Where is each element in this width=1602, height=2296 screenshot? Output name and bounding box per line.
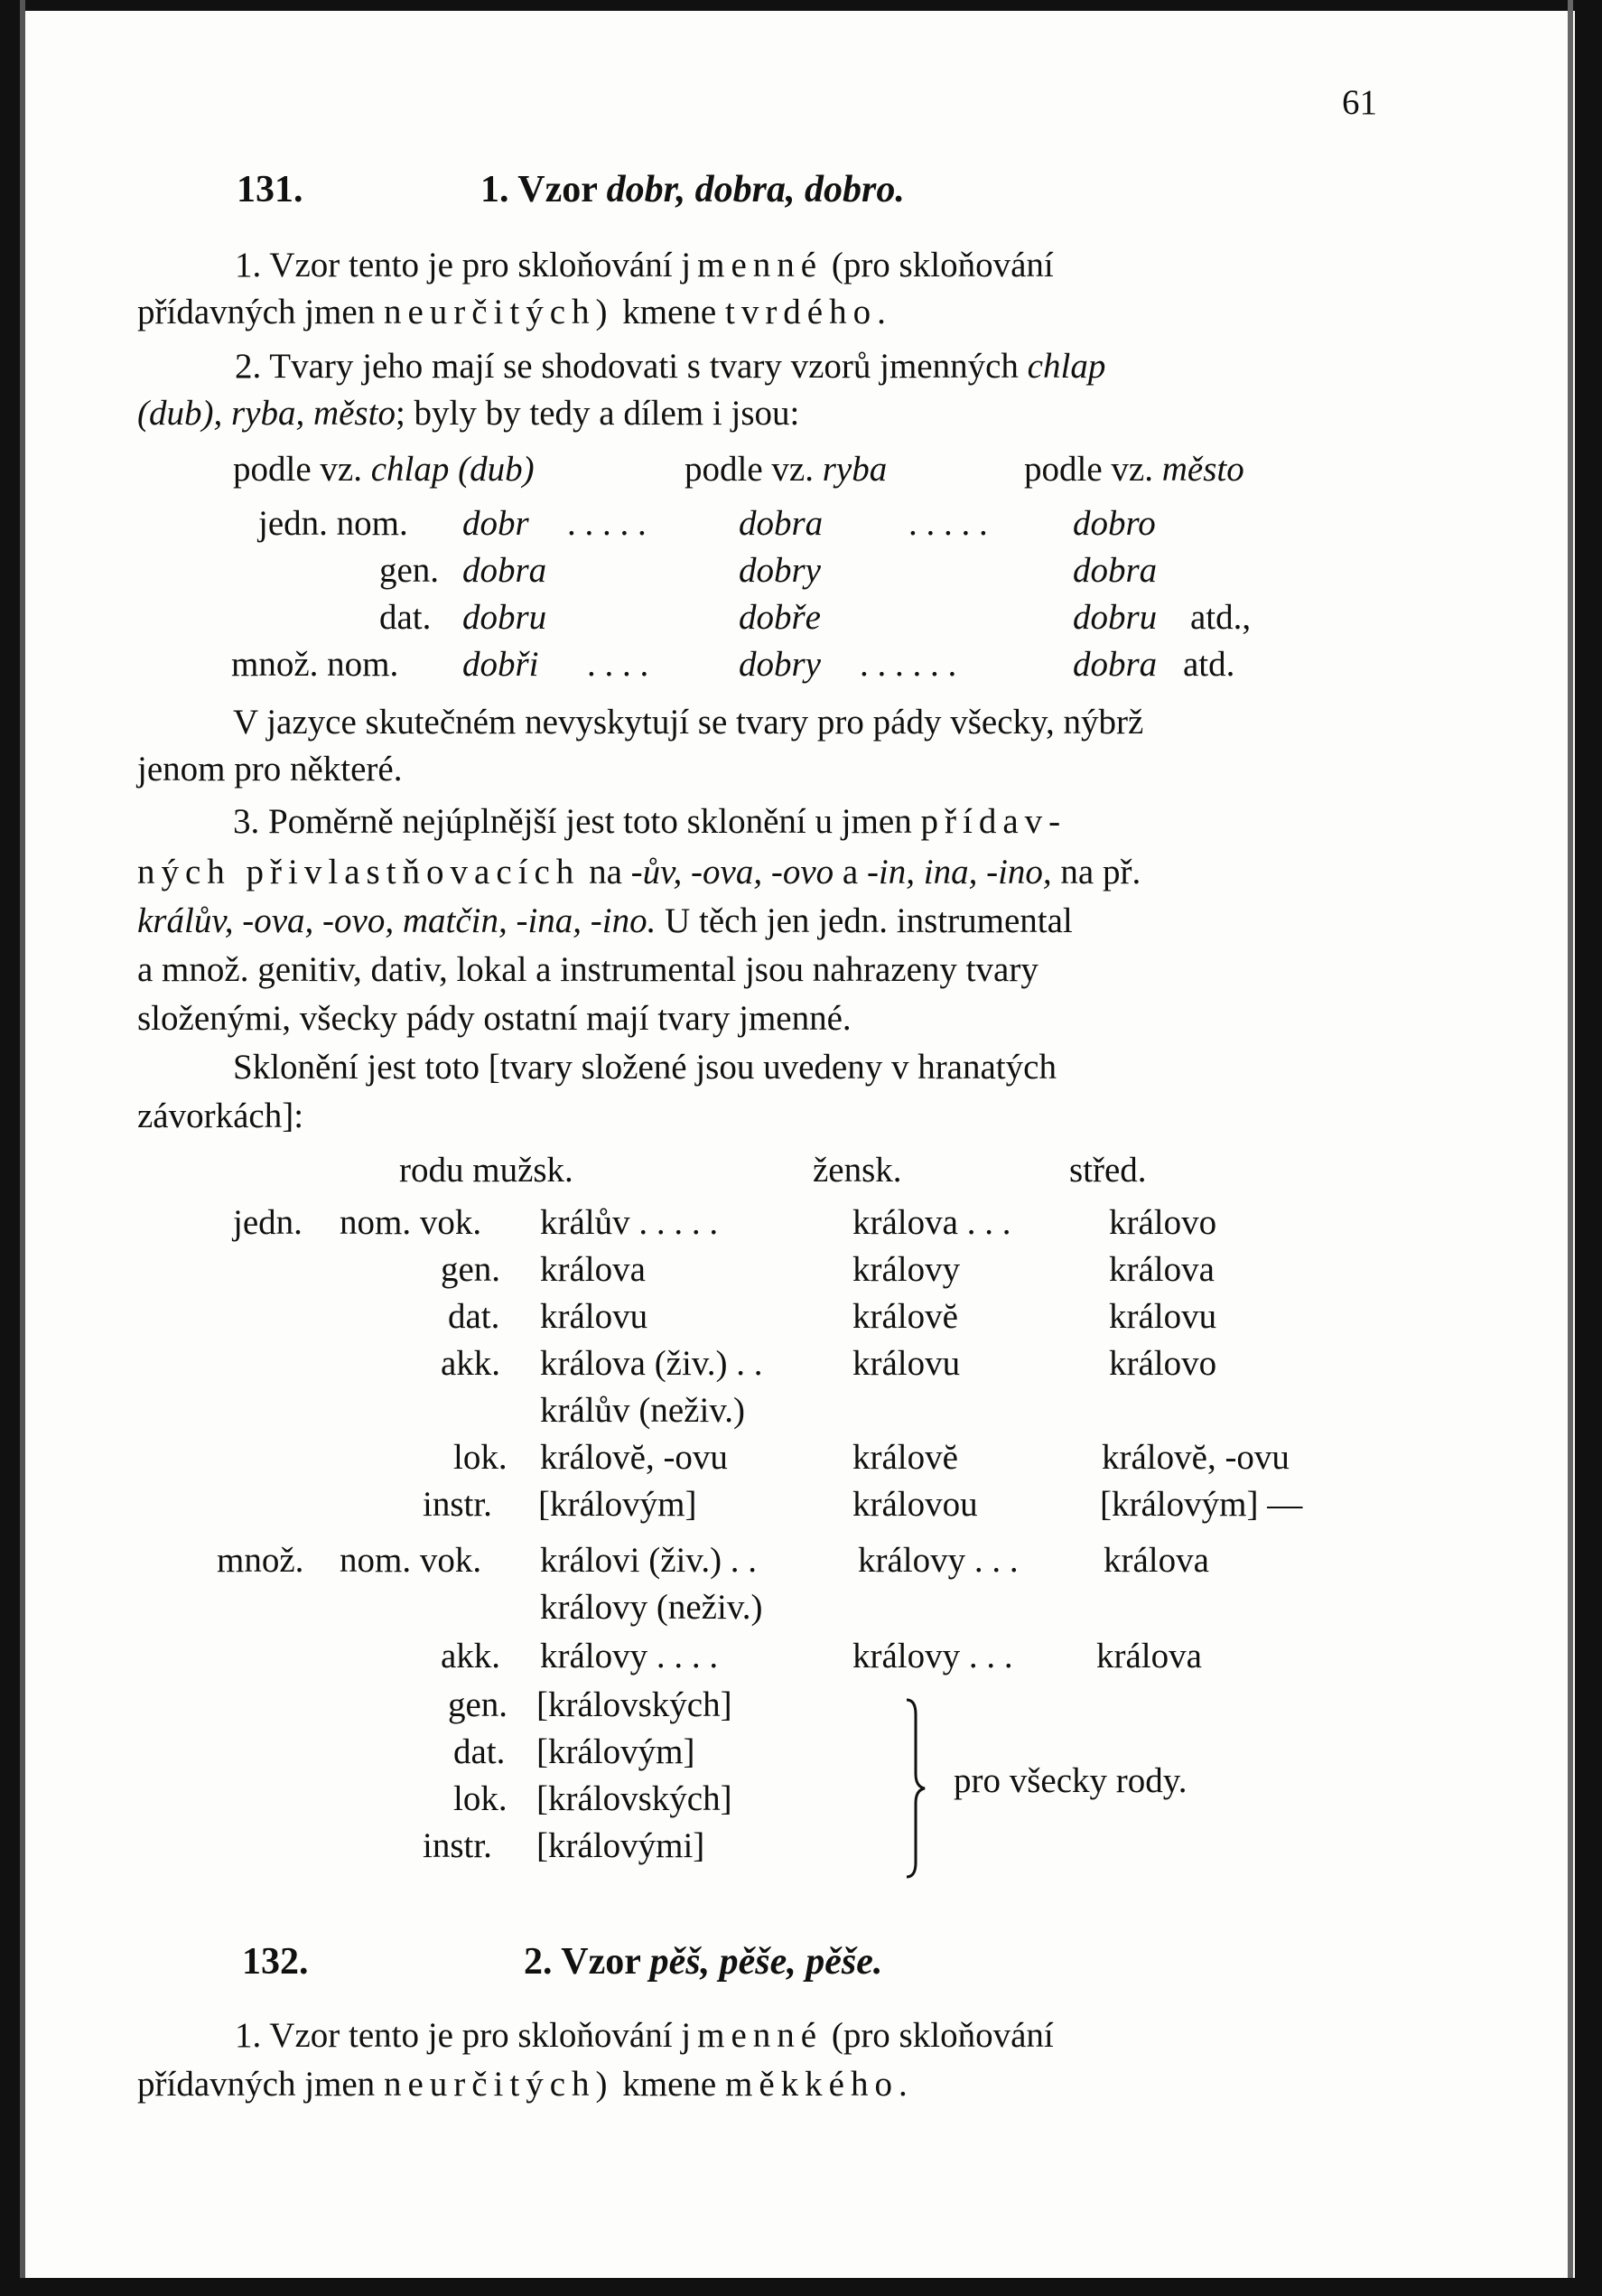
decl-case: gen. [448, 1685, 508, 1724]
decl-case: instr. [423, 1485, 492, 1524]
italic-words: -in, ina, -ino, [866, 853, 1052, 891]
decl-neut: králova [1109, 1250, 1215, 1289]
spaced-term: jmenné [681, 246, 824, 285]
s131-p5-line2: závorkách]: [137, 1097, 304, 1135]
decl-fem: královou [852, 1485, 978, 1524]
s131-p3-line1: V jazyce skutečném nevyskytují se tvary pro pády všecky, nýbrž [233, 703, 1144, 742]
decl-masc: [královských] [536, 1685, 732, 1724]
decl-masc: [královým] [538, 1485, 697, 1524]
scan-border-left-shadow [20, 0, 25, 2296]
decl-fem: královy [852, 1250, 961, 1289]
s131-p4-line5: složenými, všecky pády ostatní mají tvary jmenné. [137, 999, 852, 1038]
gender-head-neut: střed. [1069, 1151, 1147, 1190]
decl-neut: králova [1104, 1541, 1209, 1580]
spaced-term: neurčitých) [383, 2065, 614, 2104]
decl-masc: královu [540, 1297, 648, 1336]
decl-masc: králova [540, 1250, 646, 1289]
paradigm-cell: dobro [1073, 504, 1156, 543]
paradigm-cell: dobr [462, 504, 529, 543]
s132-p1-line2 [137, 2063, 914, 2106]
paradigm-cell: dobra [1073, 645, 1158, 684]
decl-masc: královy . . . . [540, 1637, 719, 1675]
spaced-term: jmenné [681, 2016, 824, 2055]
paradigm-dots: . . . . . [567, 504, 647, 543]
italic-words: králův, -ova, -ovo, matčin, -ina, -ino. [137, 901, 657, 940]
page-number: 61 [1342, 83, 1377, 122]
paradigm-cell: dobry [739, 645, 821, 684]
decl-neut: královo [1109, 1344, 1217, 1383]
text-run: přídavných jmen [137, 2065, 376, 2104]
text-run: přídavných jmen [137, 293, 376, 331]
section-132-title-prefix: 2. Vzor [524, 1941, 641, 1983]
paradigm-cell: dobře [739, 598, 821, 637]
italic-word: chlap [1027, 347, 1106, 386]
s132-p1-line1 [235, 2014, 1054, 2058]
spaced-term: měkkého. [724, 2065, 914, 2104]
decl-case: dat. [448, 1297, 500, 1336]
decl-case: lok. [453, 1779, 508, 1818]
decl-case: instr. [423, 1826, 492, 1865]
decl-neut: královĕ, -ovu [1102, 1438, 1290, 1477]
text-run: kmene [622, 293, 717, 331]
paradigm-cell: dobři [462, 645, 539, 684]
decl-neut: královo [1109, 1203, 1217, 1242]
paradigm-label: gen. [379, 551, 440, 590]
scan-border-left [0, 0, 20, 2296]
s131-p4-line1 [233, 800, 1066, 844]
section-131-title-prefix: 1. Vzor [480, 169, 598, 210]
section-132-number: 132. [242, 1941, 309, 1983]
text-run: podle vz. [233, 450, 362, 489]
decl-fem: královy . . . [852, 1637, 1013, 1675]
paradigm-cell: dobru [1073, 598, 1158, 637]
text-run: podle vz. [1024, 450, 1153, 489]
paradigm-label: množ. nom. [231, 645, 399, 684]
brace-note: pro všecky rody. [954, 1761, 1188, 1800]
italic-word: chlap (dub) [370, 450, 535, 489]
s131-p2-line2 [137, 392, 799, 435]
decl-masc: králův (neživ.) [540, 1391, 746, 1430]
decl-neut: [královým] — [1100, 1485, 1303, 1524]
podle-chlap [233, 448, 535, 491]
decl-fem: královĕ [852, 1297, 958, 1336]
paradigm-cell: dobru [462, 598, 547, 637]
text-run: U těch jen jedn. instrumental [665, 901, 1073, 940]
text-run: ; byly by tedy a dílem i jsou: [395, 394, 800, 433]
decl-masc: králův . . . . . [540, 1203, 719, 1242]
paradigm-dots: . . . . . [908, 504, 988, 543]
paradigm-label: jedn. nom. [258, 504, 408, 543]
text-run: 1. Vzor tento je pro skloňování [235, 2016, 673, 2055]
section-132-title-forms: pěš, pěše, pěše. [649, 1941, 883, 1983]
s131-p4-line3 [137, 900, 1073, 943]
decl-case: nom. vok. [340, 1203, 482, 1242]
s131-p1-line1 [235, 244, 1054, 287]
s131-p3-line2: jenom pro některé. [137, 750, 403, 789]
decl-neut: králova [1096, 1637, 1202, 1675]
section-131-title-forms: dobr, dobra, dobro. [606, 169, 905, 210]
s131-p4-line2 [137, 851, 1141, 894]
text-run: a [842, 853, 859, 891]
paradigm-tail: atd. [1183, 645, 1235, 684]
gender-head-fem: žensk. [813, 1151, 902, 1190]
spaced-term: ných přivlastňovacích [137, 853, 581, 891]
section-132-title [524, 1940, 882, 1983]
decl-masc: [královým] [536, 1732, 695, 1771]
text-run: kmene [622, 2065, 717, 2104]
spaced-term: neurčitých) [383, 293, 614, 331]
decl-fem: králova . . . [852, 1203, 1011, 1242]
text-run: 1. Vzor tento je pro skloňování [235, 246, 673, 285]
scan-border-right [1575, 0, 1602, 2296]
decl-case: akk. [441, 1344, 501, 1383]
paradigm-cell: dobra [1073, 551, 1158, 590]
section-131-number: 131. [237, 169, 303, 210]
spaced-term: tvrdého. [724, 293, 892, 331]
decl-number: jedn. [233, 1203, 303, 1242]
decl-case: akk. [441, 1637, 501, 1675]
decl-masc: královy (neživ.) [540, 1588, 763, 1627]
decl-case: nom. vok. [340, 1541, 482, 1580]
text-run: 3. Poměrně nejúplnější jest toto sklonění u jmen [233, 802, 912, 841]
curly-brace [903, 1698, 927, 1879]
s131-p5-line1: Sklonění jest toto [tvary složené jsou uvedeny v hranatých [233, 1048, 1057, 1087]
text-run: na př. [1060, 853, 1141, 891]
italic-word: město [1161, 450, 1244, 489]
text-run: (pro skloňování [831, 246, 1054, 285]
paradigm-dots: . . . . . . [860, 645, 957, 684]
decl-fem: královy . . . [858, 1541, 1019, 1580]
text-run: (pro skloňování [831, 2016, 1054, 2055]
s131-p1-line2 [137, 291, 892, 334]
podle-mesto [1024, 448, 1244, 491]
decl-masc: [královských] [536, 1779, 732, 1818]
decl-masc: královĕ, -ovu [540, 1438, 728, 1477]
decl-masc: [královými] [536, 1826, 705, 1865]
decl-case: dat. [453, 1732, 506, 1771]
paradigm-label: dat. [379, 598, 432, 637]
gender-head-masc: rodu mužsk. [399, 1151, 573, 1190]
decl-masc: královi (živ.) . . [540, 1541, 758, 1580]
decl-case: lok. [453, 1438, 508, 1477]
decl-fem: královĕ [852, 1438, 958, 1477]
scan-border-bottom [0, 2278, 1602, 2296]
scan-border-right-shadow [1568, 0, 1573, 2296]
paradigm-tail: atd., [1190, 598, 1252, 637]
italic-words: (dub), ryba, město [137, 394, 396, 433]
decl-case: gen. [441, 1250, 501, 1289]
paradigm-cell: dobra [462, 551, 547, 590]
decl-fem: královu [852, 1344, 961, 1383]
decl-masc: králova (živ.) . . [540, 1344, 763, 1383]
s131-p2-line1 [235, 345, 1105, 388]
podle-ryba [685, 448, 887, 491]
s131-p4-line4: a množ. genitiv, dativ, lokal a instrumental jsou nahrazeny tvary [137, 950, 1039, 989]
spaced-term: přídav- [920, 802, 1067, 841]
text-run: 2. Tvary jeho mají se shodovati s tvary vzorů jmenných [235, 347, 1019, 386]
italic-words: -ův, -ova, -ovo [630, 853, 834, 891]
text-run: podle vz. [685, 450, 814, 489]
paradigm-cell: dobry [739, 551, 821, 590]
decl-neut: královu [1109, 1297, 1217, 1336]
paradigm-dots: . . . . [587, 645, 649, 684]
italic-word: ryba [822, 450, 888, 489]
paradigm-cell: dobra [739, 504, 824, 543]
text-run: na [589, 853, 622, 891]
decl-number: množ. [217, 1541, 304, 1580]
section-131-title [480, 168, 905, 211]
scan-border-top [0, 0, 1602, 11]
